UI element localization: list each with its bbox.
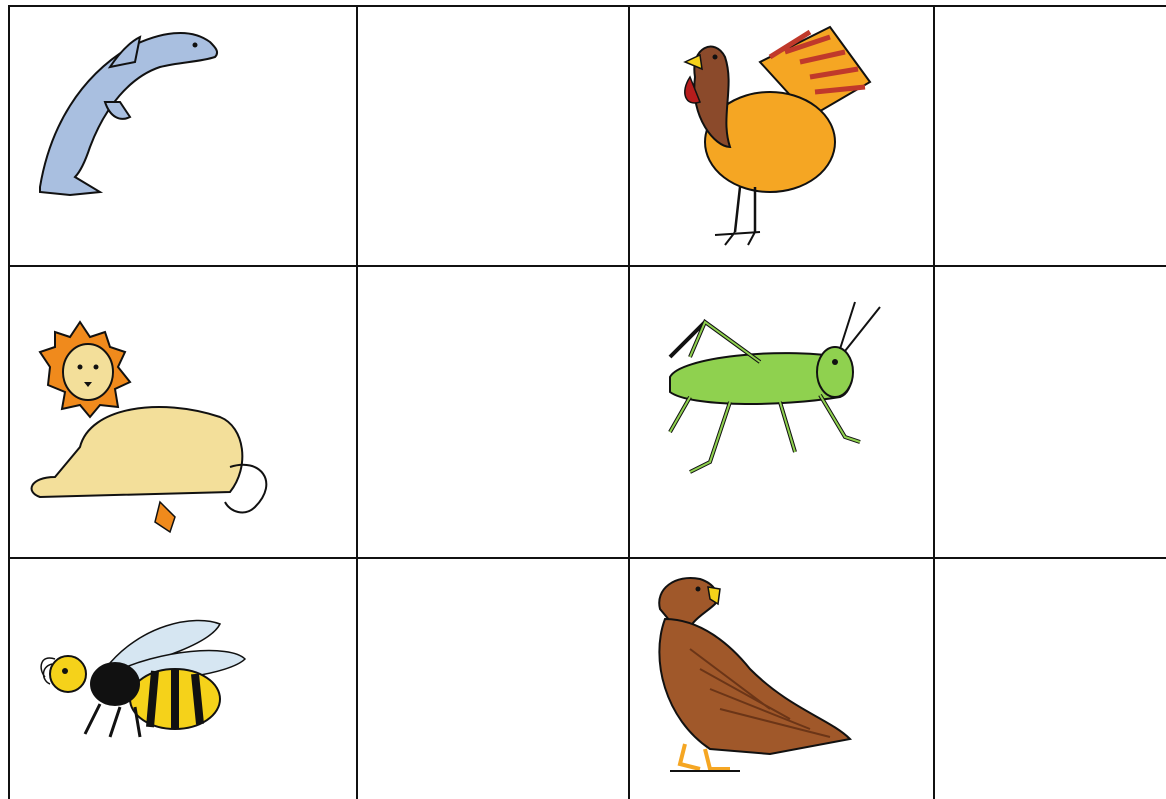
grasshopper-icon: [630, 267, 933, 557]
answer-cell-1b[interactable]: [935, 7, 1166, 265]
bee-icon: [10, 559, 356, 799]
answer-cell-3b[interactable]: [935, 559, 1166, 799]
picture-cell-lion: [10, 267, 356, 557]
picture-cell-grasshopper: [630, 267, 933, 557]
picture-cell-bee: [10, 559, 356, 799]
turkey-icon: [630, 7, 933, 265]
answer-cell-3a[interactable]: [358, 559, 628, 799]
eagle-icon: [630, 559, 933, 799]
picture-cell-turkey: [630, 7, 933, 265]
picture-cell-dolphin: [10, 7, 356, 265]
answer-cell-1a[interactable]: [358, 7, 628, 265]
dolphin-icon: [10, 7, 356, 265]
answer-cell-2b[interactable]: [935, 267, 1166, 557]
lion-icon: [10, 267, 356, 557]
answer-cell-2a[interactable]: [358, 267, 628, 557]
picture-cell-eagle: [630, 559, 933, 799]
